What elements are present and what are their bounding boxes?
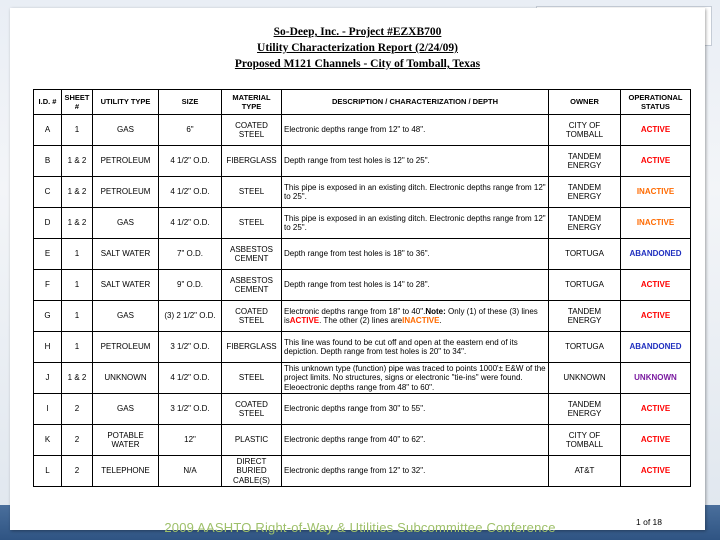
cell-owner: AT&T <box>549 456 621 487</box>
cell-status: UNKNOWN <box>621 363 691 394</box>
cell-owner: CITY OF TOMBALL <box>549 115 621 146</box>
cell-material: ASBESTOS CEMENT <box>222 239 282 270</box>
cell-id: A <box>34 115 62 146</box>
cell-material: COATED STEEL <box>222 115 282 146</box>
cell-size: 4 1/2" O.D. <box>159 363 222 394</box>
cell-utility-type: SALT WATER <box>93 270 159 301</box>
cell-material: DIRECT BURIED CABLE(S) <box>222 456 282 487</box>
cell-utility-type: PETROLEUM <box>93 146 159 177</box>
page-number: 1 of 18 <box>636 517 662 527</box>
cell-sheet: 2 <box>62 394 93 425</box>
cell-utility-type: GAS <box>93 394 159 425</box>
cell-size: 4 1/2" O.D. <box>159 208 222 239</box>
desc-part: Only (1) of these (3) lines is <box>284 306 538 325</box>
cell-status: ACTIVE <box>621 425 691 456</box>
cell-id: D <box>34 208 62 239</box>
document-page <box>10 8 705 530</box>
col-header-material-type: MATERIAL TYPE <box>222 90 282 115</box>
cell-id: J <box>34 363 62 394</box>
table-row <box>34 115 691 146</box>
cell-id: F <box>34 270 62 301</box>
cell-description <box>282 301 549 332</box>
desc-active-word: ACTIVE <box>289 316 320 325</box>
cell-status: ABANDONED <box>621 332 691 363</box>
table-row <box>34 332 691 363</box>
cell-owner: TORTUGA <box>549 332 621 363</box>
cell-size: 9" O.D. <box>159 270 222 301</box>
cell-id: K <box>34 425 62 456</box>
desc-note-label: Note: <box>425 306 446 316</box>
cell-sheet: 1 & 2 <box>62 363 93 394</box>
col-header-id: I.D. # <box>34 90 62 115</box>
cell-id: G <box>34 301 62 332</box>
cell-owner: TORTUGA <box>549 239 621 270</box>
cell-description: This pipe is exposed in an existing ditch. Electronic depths range from 12" to 25". <box>282 208 549 239</box>
cell-utility-type: POTABLE WATER <box>93 425 159 456</box>
cell-status: ACTIVE <box>621 146 691 177</box>
cell-sheet: 1 <box>62 115 93 146</box>
cell-size: 3 1/2" O.D. <box>159 394 222 425</box>
cell-utility-type: SALT WATER <box>93 239 159 270</box>
cell-size: N/A <box>159 456 222 487</box>
col-header-owner: OWNER <box>549 90 621 115</box>
cell-sheet: 1 <box>62 239 93 270</box>
cell-utility-type: PETROLEUM <box>93 177 159 208</box>
cell-status: ACTIVE <box>621 115 691 146</box>
table-row <box>34 456 691 487</box>
col-header-status: OPERATIONAL STATUS <box>621 90 691 115</box>
cell-utility-type: GAS <box>93 301 159 332</box>
cell-material: COATED STEEL <box>222 394 282 425</box>
desc-part: Electronic depths range from 18" to 40". <box>284 306 426 316</box>
cell-material: ASBESTOS CEMENT <box>222 270 282 301</box>
cell-status: ACTIVE <box>621 456 691 487</box>
cell-id: E <box>34 239 62 270</box>
table-row <box>34 208 691 239</box>
cell-description: Electronic depths range from 12" to 32". <box>282 456 549 487</box>
cell-description: This pipe is exposed in an existing ditch. Electronic depths range from 12" to 25". <box>282 177 549 208</box>
cell-size: 4 1/2" O.D. <box>159 177 222 208</box>
cell-description: Depth range from test holes is 12" to 25". <box>282 146 549 177</box>
cell-status: ABANDONED <box>621 239 691 270</box>
col-header-size: SIZE <box>159 90 222 115</box>
table-row <box>34 270 691 301</box>
cell-sheet: 1 <box>62 270 93 301</box>
cell-material: STEEL <box>222 208 282 239</box>
cell-utility-type: UNKNOWN <box>93 363 159 394</box>
cell-id: H <box>34 332 62 363</box>
cell-id: B <box>34 146 62 177</box>
cell-owner: UNKNOWN <box>549 363 621 394</box>
cell-sheet: 1 <box>62 301 93 332</box>
cell-owner: TANDEM ENERGY <box>549 394 621 425</box>
cell-id: L <box>34 456 62 487</box>
header-report-title: Utility Characterization Report (2/24/09) <box>257 42 458 54</box>
cell-material: FIBERGLASS <box>222 332 282 363</box>
table-row <box>34 394 691 425</box>
cell-material: STEEL <box>222 363 282 394</box>
table-row <box>34 177 691 208</box>
desc-part: . The other (2) lines are <box>319 316 403 325</box>
cell-utility-type: GAS <box>93 208 159 239</box>
cell-description: Electronic depths range from 40" to 62". <box>282 425 549 456</box>
cell-owner: TANDEM ENERGY <box>549 208 621 239</box>
cell-utility-type: PETROLEUM <box>93 332 159 363</box>
cell-size: (3) 2 1/2" O.D. <box>159 301 222 332</box>
cell-material: FIBERGLASS <box>222 146 282 177</box>
cell-description: This unknown type (function) pipe was traced to points 1000'± E&W of the project limits. No structures, signs or electronic "tie-ins" were found. Eleoectronic depths range from 48" to 60". <box>282 363 549 394</box>
cell-material: STEEL <box>222 177 282 208</box>
cell-size: 7" O.D. <box>159 239 222 270</box>
cell-status: ACTIVE <box>621 270 691 301</box>
header-company-project: So-Deep, Inc. - Project #EZXB700 <box>273 26 442 38</box>
cell-owner: TANDEM ENERGY <box>549 177 621 208</box>
cell-sheet: 2 <box>62 425 93 456</box>
conference-footer: 2009 AASHTO Right-of-Way & Utilities Subcommittee Conference <box>164 520 556 535</box>
table-row <box>34 239 691 270</box>
cell-utility-type: TELEPHONE <box>93 456 159 487</box>
cell-description: Electronic depths range from 30" to 55". <box>282 394 549 425</box>
cell-sheet: 2 <box>62 456 93 487</box>
cell-id: C <box>34 177 62 208</box>
cell-description: Electronic depths range from 12" to 48". <box>282 115 549 146</box>
col-header-description: DESCRIPTION / CHARACTERIZATION / DEPTH <box>282 90 549 115</box>
cell-sheet: 1 & 2 <box>62 208 93 239</box>
cell-status: INACTIVE <box>621 208 691 239</box>
cell-owner: TORTUGA <box>549 270 621 301</box>
utility-table <box>33 89 691 487</box>
col-header-sheet: SHEET # <box>62 90 93 115</box>
cell-material: PLASTIC <box>222 425 282 456</box>
cell-status: ACTIVE <box>621 394 691 425</box>
cell-description: Depth range from test holes is 14" to 28". <box>282 270 549 301</box>
cell-sheet: 1 & 2 <box>62 177 93 208</box>
table-row <box>34 146 691 177</box>
table-row <box>34 301 691 332</box>
cell-size: 12" <box>159 425 222 456</box>
cell-status: INACTIVE <box>621 177 691 208</box>
document-header <box>10 24 705 72</box>
cell-size: 3 1/2" O.D. <box>159 332 222 363</box>
desc-inactive-word: INACTIVE <box>402 316 440 325</box>
cell-sheet: 1 <box>62 332 93 363</box>
col-header-utility-type: UTILITY TYPE <box>93 90 159 115</box>
cell-size: 6" <box>159 115 222 146</box>
header-location: Proposed M121 Channels - City of Tomball, Texas <box>234 58 481 70</box>
table-row <box>34 363 691 394</box>
cell-utility-type: GAS <box>93 115 159 146</box>
cell-id: I <box>34 394 62 425</box>
table-header-row <box>34 90 691 115</box>
cell-description: Depth range from test holes is 18" to 36". <box>282 239 549 270</box>
desc-part: . <box>439 316 442 325</box>
cell-status: ACTIVE <box>621 301 691 332</box>
cell-sheet: 1 & 2 <box>62 146 93 177</box>
cell-description: This line was found to be cut off and open at the eastern end of its depiction. Depth range from test holes is 20" to 34". <box>282 332 549 363</box>
cell-size: 4 1/2" O.D. <box>159 146 222 177</box>
cell-owner: TANDEM ENERGY <box>549 301 621 332</box>
cell-owner: TANDEM ENERGY <box>549 146 621 177</box>
cell-owner: CITY OF TOMBALL <box>549 425 621 456</box>
cell-material: COATED STEEL <box>222 301 282 332</box>
table-row <box>34 425 691 456</box>
